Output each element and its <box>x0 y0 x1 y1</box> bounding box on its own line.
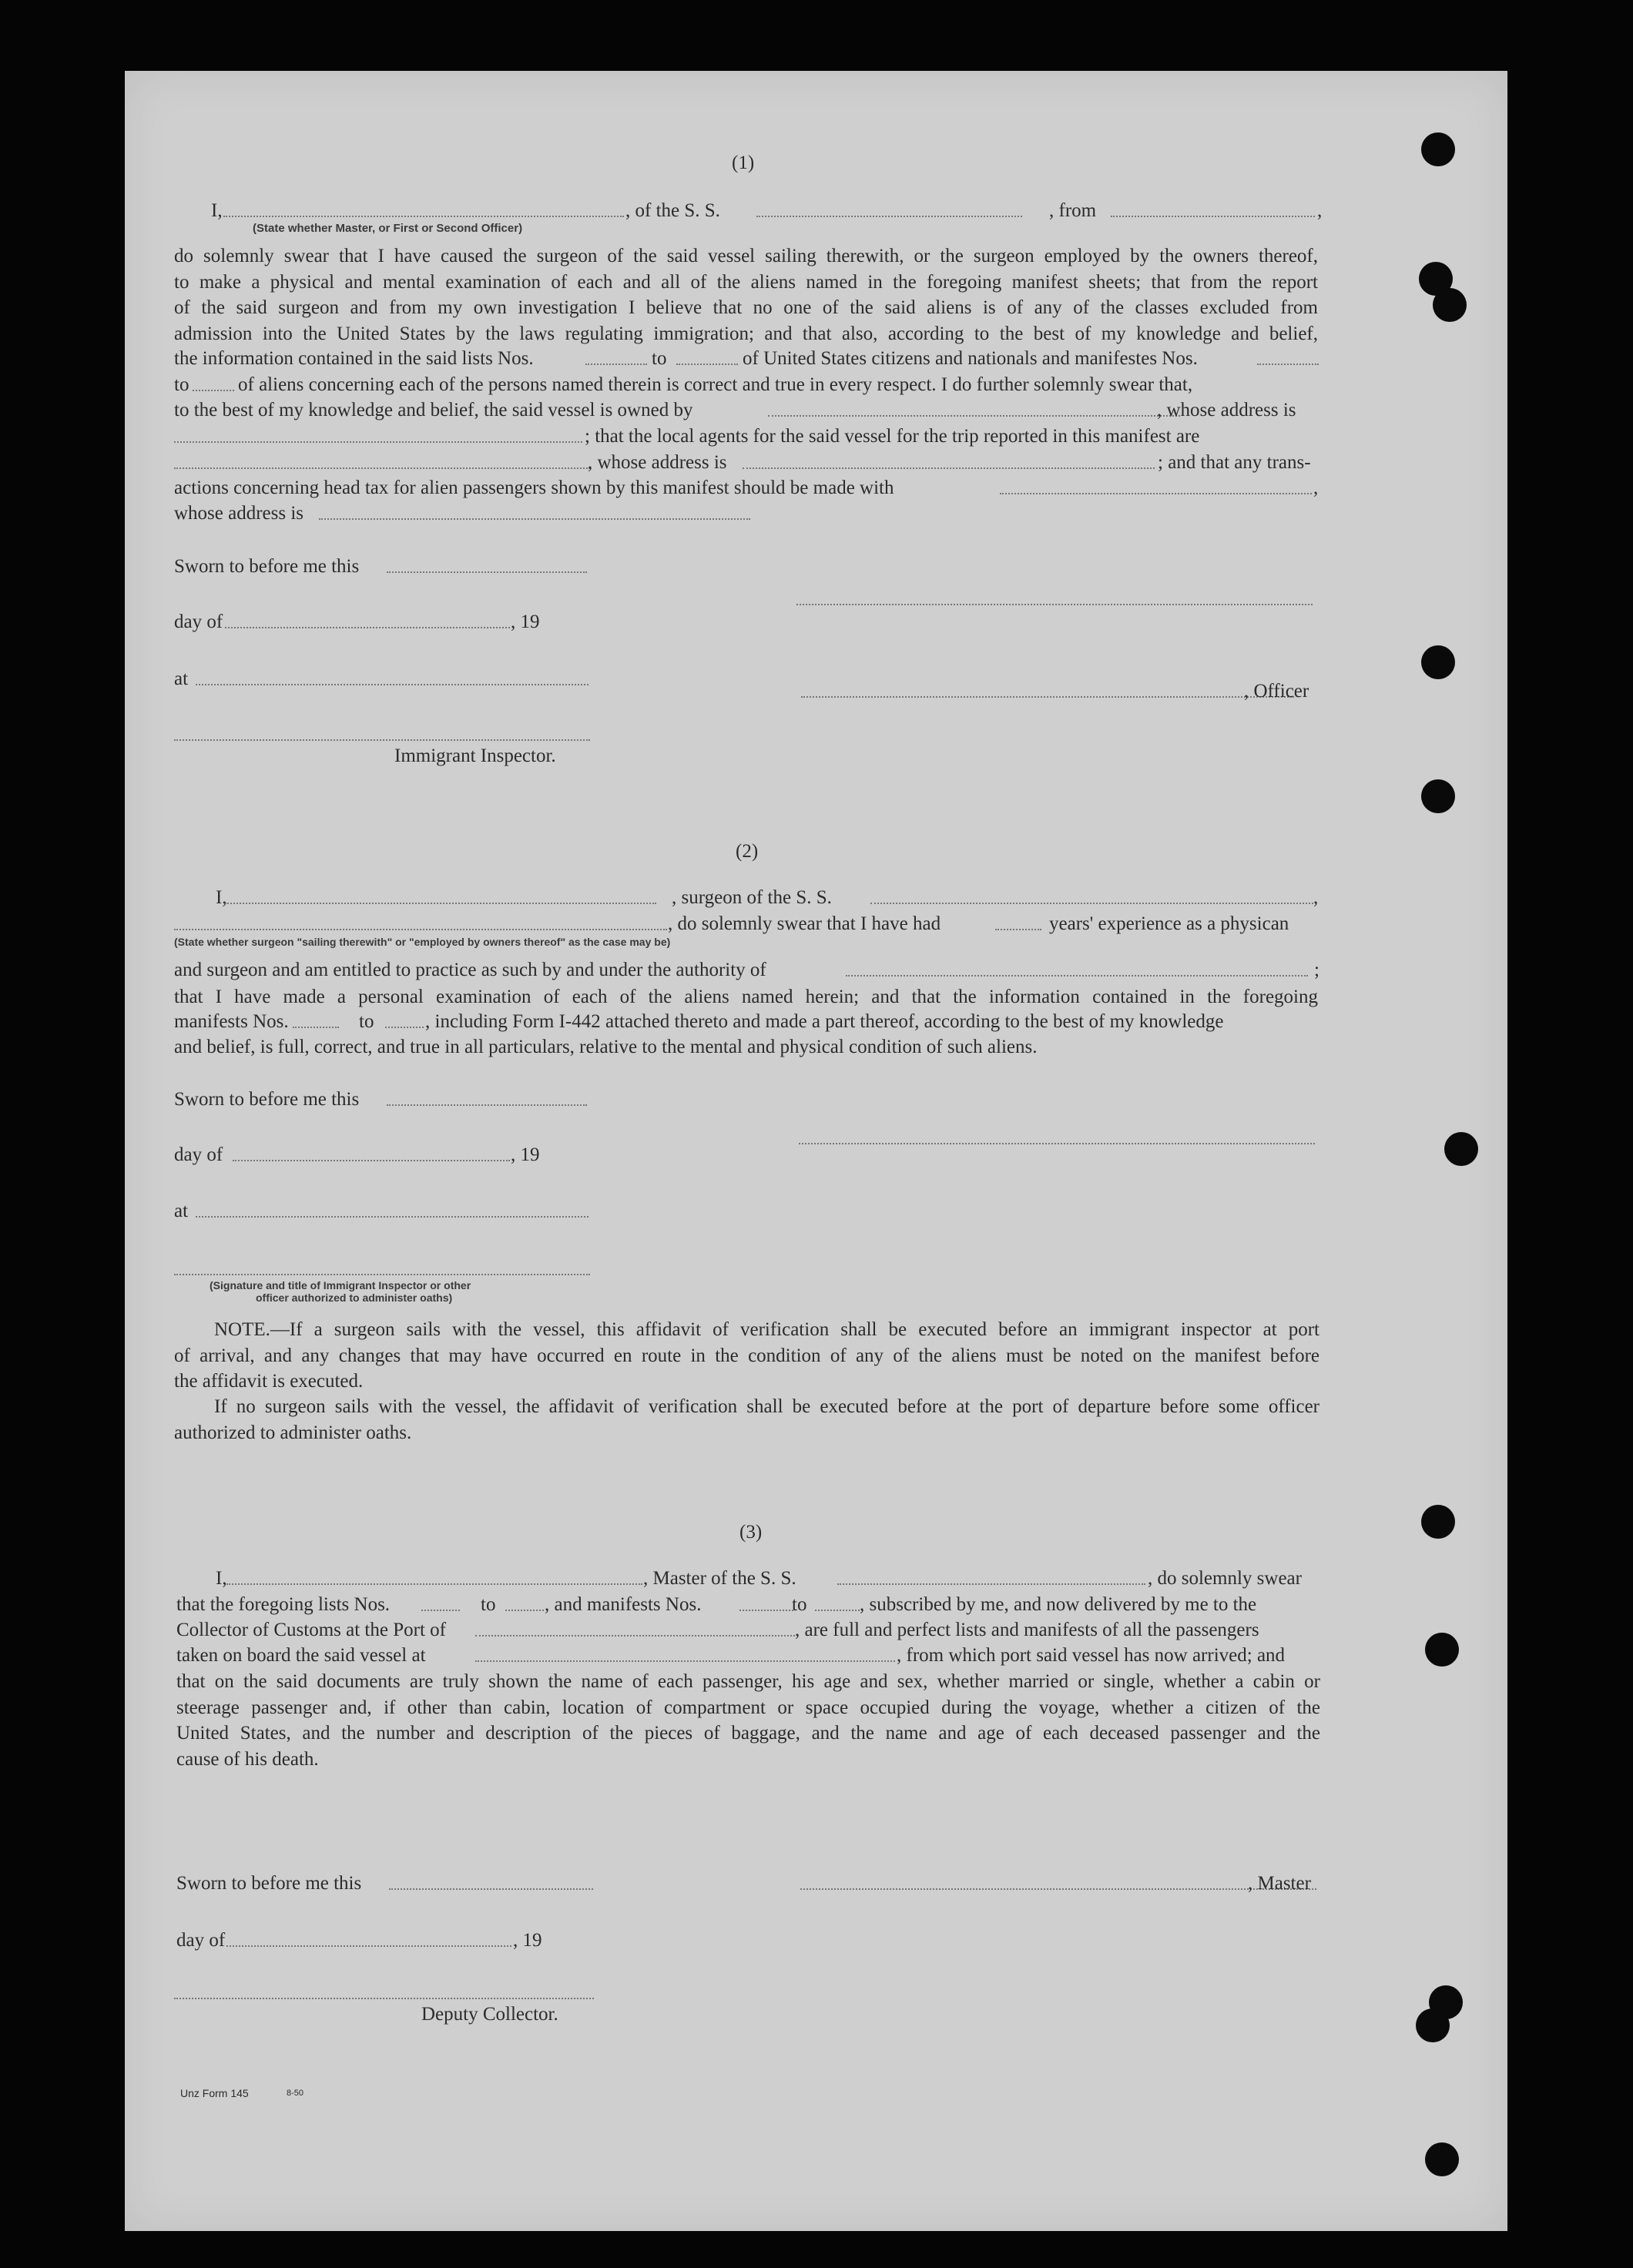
punch-hole <box>1421 645 1455 679</box>
master-signature-field[interactable] <box>800 1888 1316 1890</box>
head-tax-agent-field[interactable] <box>1000 493 1312 494</box>
master-lists-from-field[interactable] <box>421 1610 460 1611</box>
master-vessel-field[interactable] <box>837 1583 1145 1585</box>
officer-title-field[interactable] <box>801 696 1294 698</box>
officer-i-label: I, <box>211 200 223 221</box>
section-1-number: (1) <box>732 152 755 173</box>
form-number: Unz Form 145 <box>180 2087 249 2099</box>
officer-name-field[interactable] <box>223 216 624 217</box>
master-name-field[interactable] <box>226 1583 642 1585</box>
master-manifests-to-field[interactable] <box>815 1610 860 1611</box>
punch-hole <box>1421 779 1455 813</box>
surgeon-sworn-day-field[interactable] <box>387 1104 587 1106</box>
officer-signature-field[interactable] <box>796 604 1313 605</box>
from-port-field[interactable] <box>1111 216 1315 217</box>
form-sheet: (1) I, , of the S. S. , from , (State whether Master, or First or Second Officer) do solemnly swear that I have caused the surgeon of the said vessel sailing therewith, or the surgeon employed by the owners thereof, to make a physical and mental examination of each and all of the aliens named in the foregoing manifest sheets; that from the report of the said surgeon and from my own investigation I believe that no one of the said aliens is of any of the classes excluded from admission into the United States by the laws regulating immigration; and that also, according to the best of my knowledge and belief, the information contained in the said lists Nos. to of United States citizens and nationals and manifestes Nos. to of aliens concerning each of the persons named therein is correct and true in every respect. I do further solemnly swear that, to the best of my knowledge and belief, the said vessel is owned by , whose address is ; that the local agents for the said vessel for the trip reported in this manifest are , whose address is ; and that any trans- actions concerning head tax for alien passengers shown by this manifest should be made with , whose address is Sworn to before me this day of , 19 at , Officer Immigrant Inspector. (2) I, , surgeon of the S. S. , , do solemnly swear that I have had years' experience as a physican (State whether surgeon "sailing therewith" or "employed by owners thereof" as the case may be) and surgeon and am entitled to practice as such by and under the authority of ; that I have made a personal examination of each of the aliens named herein; and that the information contained in the foregoing manifests Nos. to , including Form I-442 attached thereto and made a part thereof, according to the best of my knowledge and belief, is full, correct, and true in all particulars, relative to the mental and physical condition of such aliens. Sworn to before me this day of , 19 at (Signature and title of Immigrant Inspector or other officer authorized to administer oaths) NOTE.—If a surgeon sails with the vessel, this affidavit of verification shall be executed before an immigrant inspector at port of arrival, and any changes that may have occurred en route in the condition of any of the aliens must be noted on the manifest before the affidavit is executed. If no surgeon sails with the vessel, the affidavit of verification shall be executed before at the port of departure before some officer authorized to administer oaths. (3) I, , Master of the S. S. , do solemnly swear that the foregoing lists Nos. to , and manifests Nos. to , subscribed by me, and now delivered by me to the Collector of Customs at the Port of , are full and perfect lists and manifests of all the passengers taken on board the said vessel at , from which port said vessel has now arrived; and that on the said documents are truly shown the name of each passenger, his age and sex, whether married or single, whether a cabin or steerage passenger and, if other than cabin, location of compartment or space occupied during the voyage, whether a citizen of the United States, and the number and description of the pieces of baggage, and the name and age of each deceased passenger and the cause of his death. Sworn to before me this , Master day of , 19 Deputy Collector. Unz Form 145 8-50 <box>125 71 1507 2231</box>
punch-hole <box>1433 288 1467 322</box>
officer-rank-note: (State whether Master, or First or Second Officer) <box>253 222 523 235</box>
note-paragraph-2: If no surgeon sails with the vessel, the affidavit of verification shall be executed before at the port of departure before some officer authorized to administer oaths. <box>174 1396 1319 1443</box>
day-of-field[interactable] <box>225 627 510 628</box>
master-manifests-from-field[interactable] <box>739 1610 793 1611</box>
deputy-collector-signature-field[interactable] <box>174 1998 594 1999</box>
manifests-from-field[interactable] <box>1257 363 1319 365</box>
punch-hole <box>1425 2142 1459 2176</box>
at-field[interactable] <box>196 684 588 685</box>
lists-to-field[interactable] <box>676 363 738 365</box>
section-2-number: (2) <box>736 841 759 862</box>
owner-address-field[interactable] <box>174 441 582 443</box>
surgeon-vessel-field[interactable] <box>870 903 1313 904</box>
surgeon-signature-field[interactable] <box>799 1143 1315 1144</box>
punch-hole <box>1421 1505 1455 1539</box>
punch-hole <box>1421 132 1455 166</box>
vessel-name-field[interactable] <box>756 216 1022 217</box>
surgeon-name-field[interactable] <box>225 903 656 904</box>
note-paragraph: NOTE.—If a surgeon sails with the vessel, this affidavit of verification shall be executed before an immigrant inspector at port of arrival, and any changes that may have occurred en route in the condition of any of the aliens must be noted on the manifest before the affidavit is executed. <box>174 1319 1319 1392</box>
of-the-ss-label: , of the S. S. <box>625 200 720 221</box>
sworn-day-field[interactable] <box>387 571 587 573</box>
punch-hole <box>1416 2008 1450 2042</box>
authority-field[interactable] <box>846 975 1308 977</box>
departure-port-field[interactable] <box>475 1660 895 1662</box>
agents-field[interactable] <box>174 467 590 469</box>
master-day-of-field[interactable] <box>226 1945 511 1947</box>
years-experience-field[interactable] <box>995 929 1041 930</box>
surgeon-status-field[interactable] <box>174 929 667 930</box>
punch-hole <box>1425 1633 1459 1667</box>
inspector-signature-field-2[interactable] <box>174 1274 590 1275</box>
section-3-body: that on the said documents are truly shown the name of each passenger, his age and sex, whether married or single, whether a cabin or steerage passenger and, if other than cabin, location of compartment or space occupied during the voyage, whether a citizen of the United States, and the number and description of the pieces of baggage, and the name and age of each deceased passenger and the cause of his death. <box>176 1671 1320 1770</box>
agents-address-field[interactable] <box>743 467 1155 469</box>
head-tax-address-field[interactable] <box>319 518 750 520</box>
owner-field[interactable] <box>768 415 1180 417</box>
master-lists-to-field[interactable] <box>505 1610 544 1611</box>
port-field[interactable] <box>475 1635 795 1637</box>
section-1-body: do solemnly swear that I have caused the surgeon of the said vessel sailing therewith, or the surgeon employed by the owners thereof, to make a physical and mental examination of each and all of the aliens named in the foregoing manifest sheets; that from the report of the said surgeon and from my own investigation I believe that no one of the said aliens is of any of the classes excluded from admission into the United States by the laws regulating immigration; and that also, according to the best of my knowledge and belief, <box>174 246 1318 344</box>
surgeon-day-of-field[interactable] <box>233 1160 510 1161</box>
form-code: 8-50 <box>287 2089 304 2098</box>
from-label: , from <box>1049 200 1097 221</box>
lists-from-field[interactable] <box>585 363 647 365</box>
punch-hole <box>1444 1132 1478 1166</box>
manifests-to-field[interactable] <box>193 390 234 391</box>
section-3-number: (3) <box>739 1522 763 1543</box>
master-sworn-day-field[interactable] <box>389 1888 593 1890</box>
inspector-signature-field[interactable] <box>174 739 590 741</box>
surgeon-manifests-to-field[interactable] <box>385 1027 424 1028</box>
surgeon-at-field[interactable] <box>196 1216 588 1218</box>
surgeon-manifests-from-field[interactable] <box>293 1027 339 1028</box>
